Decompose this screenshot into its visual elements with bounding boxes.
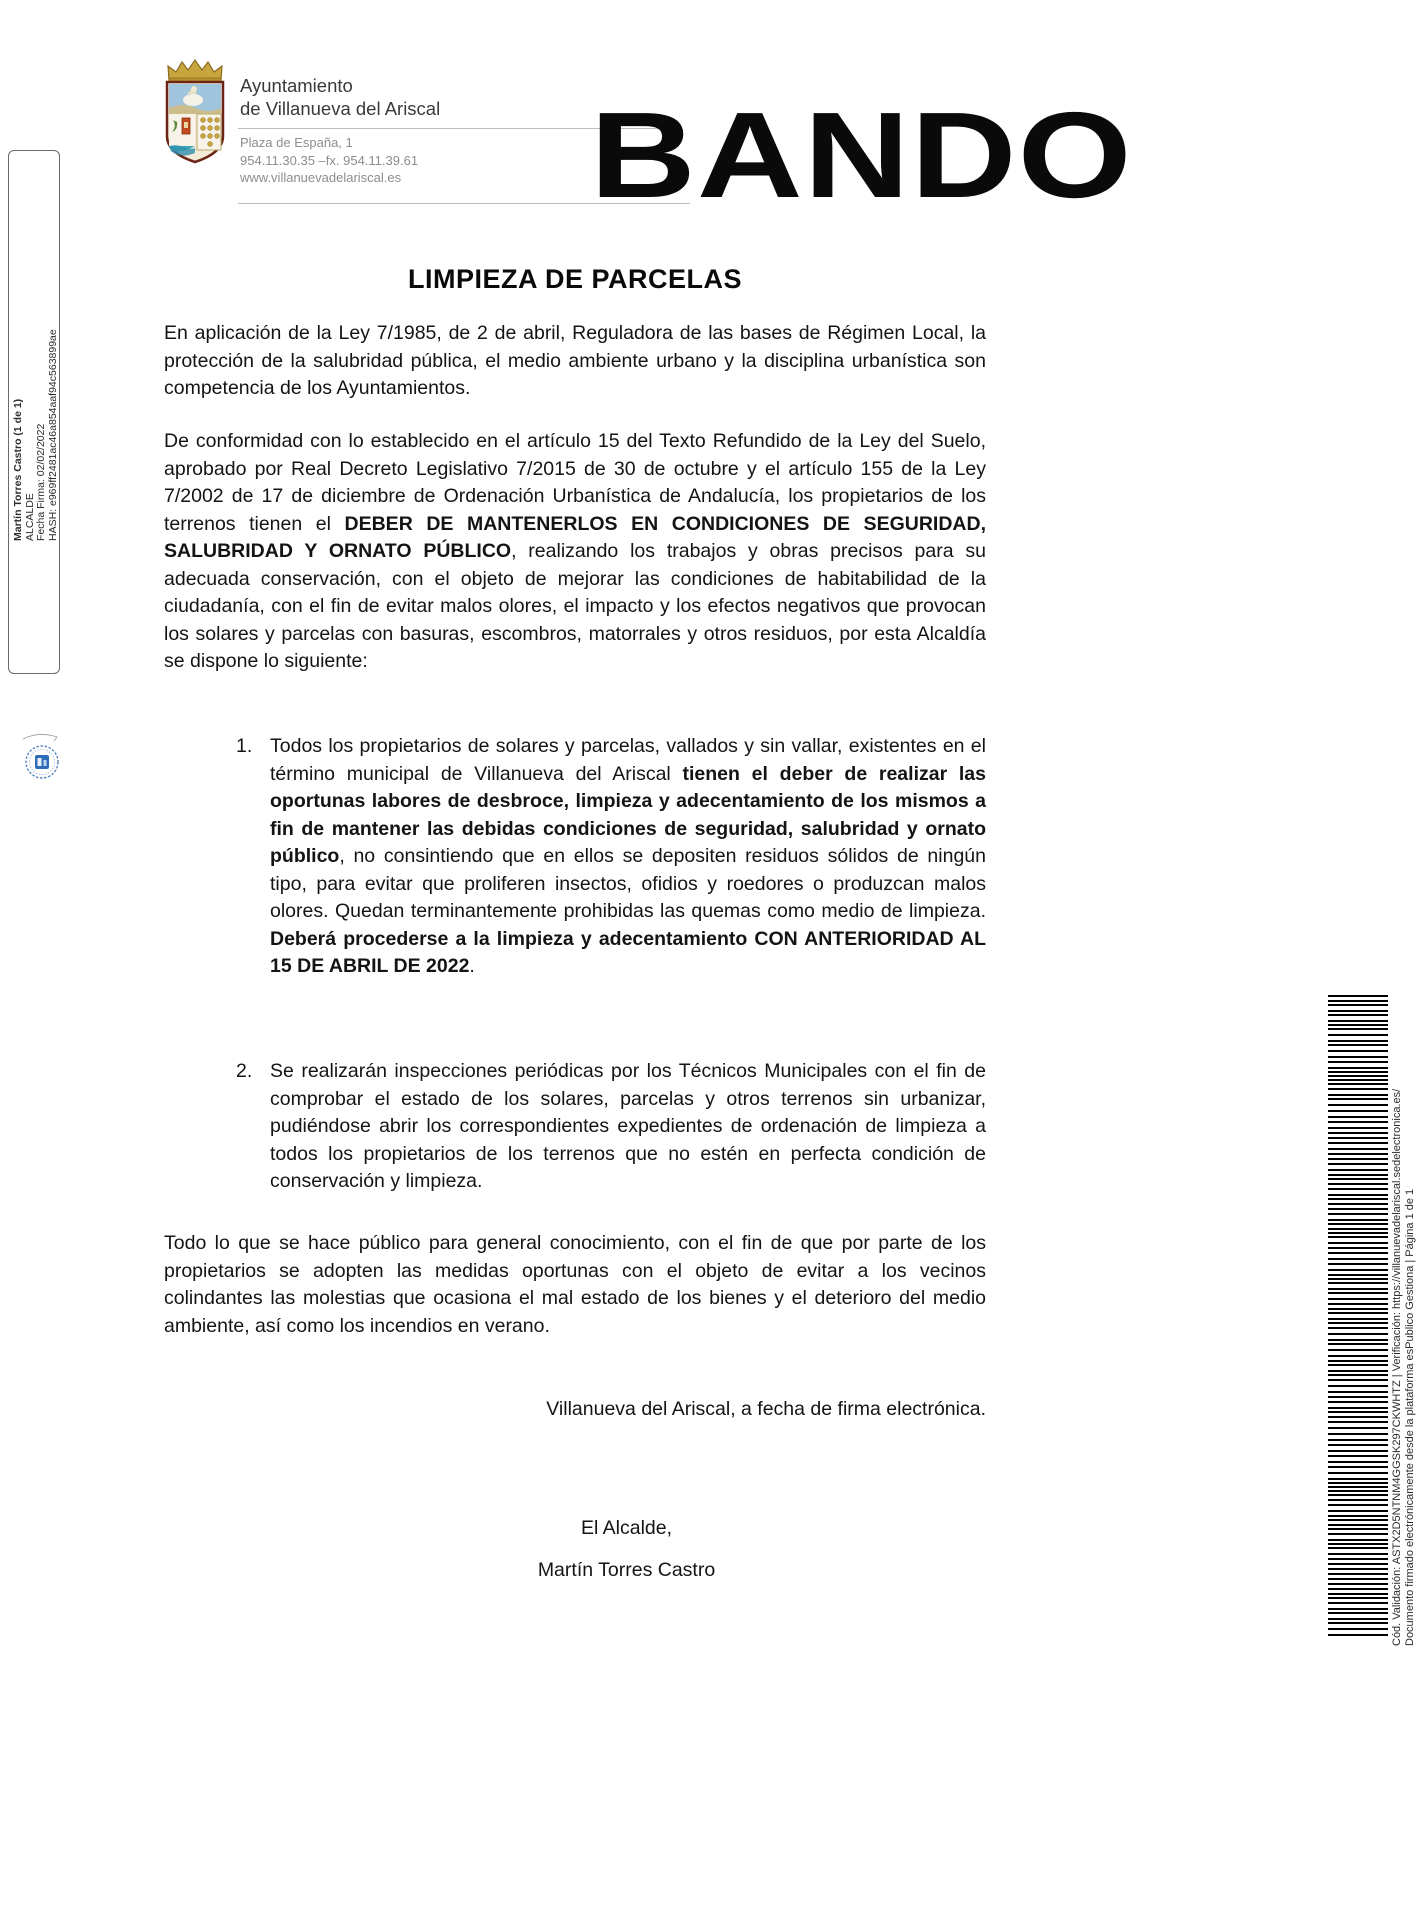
paragraph-legal-basis: De conformidad con lo establecido en el artículo 15 del Texto Refundido de la Ley del Suelo, aprobado por Real Decreto Legislativo 7/2015 de 30 de octubre y el artículo 155 de la Ley 7/2002 de 17 de diciembre de Ordenación Urbanística de Andalucía, los propietarios de los terrenos tienen el DEBER DE MANTENERLOS EN CONDICIONES DE SEGURIDAD, SALUBRIDAD Y ORNATO PÚBLICO, realizando los trabajos y obras precisos para su adecuada conservación, con el objeto de mejorar las condiciones de habitabilidad de la ciudadanía, con el fin de evitar malos olores, el impacto y los efectos negativos que provocan los solares y parcelas con basuras, escombros, matorrales y otros residuos, por esta Alcaldía se dispone lo siguiente:: [164, 430, 986, 672]
validation-platform-line: Documento firmado electrónicamente desde la plataforma esPublico Gestiona | Página 1 de 1: [1404, 1188, 1416, 1646]
validation-barcode: [1328, 995, 1388, 1645]
signer-role-line: ALCALDE: [23, 493, 36, 541]
organization-name-line2: de Villanueva del Ariscal: [240, 98, 441, 119]
letterhead-website-line: www.villanuevadelariscal.es: [240, 170, 402, 185]
validation-vertical-text: [1391, 994, 1418, 1646]
signature-place-line: Villanueva del Ariscal, a fecha de firma electrónica.: [546, 1398, 986, 1420]
organization-name: [240, 74, 440, 120]
document-title: BANDO: [590, 87, 1133, 223]
list-item-1-number: 1.: [236, 735, 253, 757]
letterhead-contact-block: [240, 134, 418, 187]
signature-date-line: Fecha Firma: 02/02/2022: [35, 423, 48, 541]
organization-name-line1: Ayuntamiento: [240, 75, 353, 96]
signer-name-line: Martín Torres Castro (1 de 1): [12, 398, 24, 541]
list-item-2-number: 2.: [236, 1060, 253, 1082]
signature-hash-line: HASH: e969ff2481ac46a854aaf94c563899ae: [46, 329, 59, 541]
signature-metadata-vertical-text: [13, 269, 61, 541]
paragraph-closing: Todo lo que se hace público para general conocimiento, con el fin de que por parte de los propietarios se adopten las medidas oportunas con el objeto de evitar a los vecinos colindantes las molestias que ocasiona el mal estado de los bienes y el deterioro del medio ambiente, así como los incendios en verano.: [164, 1232, 986, 1337]
list-item-1-text: Todos los propietarios de solares y parcelas, vallados y sin vallar, existentes en el término municipal de Villanueva del Ariscal tienen el deber de realizar las oportunas labores de desbroce, limpieza y adecentamiento de los mismos a fin de mantener las debidas condiciones de seguridad, salubridad y ornato público, no consintiendo que en ellos se depositen residuos sólidos de ningún tipo, para evitar que proliferen insectos, ofidios y roedores o produzcan malos olores. Quedan terminantemente prohibidas las quemas como medio de limpieza. Deberá procederse a la limpieza y adecentamiento CON ANTERIORIDAD AL 15 DE ABRIL DE 2022.: [270, 735, 986, 977]
paragraph-intro: En aplicación de la Ley 7/1985, de 2 de abril, Reguladora de las bases de Régimen Local, la protección de la salubridad pública, el medio ambiente urbano y la disciplina urbanística son competencia de los Ayuntamientos.: [164, 322, 986, 399]
validation-code-line: Cód. Validación: ASTX2D5NTNM4GGSK297CKWHTZ | Verificación: https://villanuevadelariscal.sedelectronica.es/: [1391, 1088, 1403, 1646]
municipal-crest-icon: [163, 58, 233, 164]
letterhead-address-line: Plaza de España, 1: [240, 135, 353, 150]
list-item-2: [164, 1058, 986, 1196]
list-item-2-text: Se realizarán inspecciones periódicas por los Técnicos Municipales con el fin de comprobar el estado de los solares, parcelas y otros terrenos sin urbanizar, pudiéndose abrir los correspondientes expedientes de ordenación de limpieza a todos los propietarios de los terrenos que no estén en perfecta condición de conservación y limpieza.: [270, 1060, 986, 1192]
document-subject-heading: LIMPIEZA DE PARCELAS: [407, 264, 742, 294]
list-item-1: [164, 733, 986, 981]
letterhead-phone-line: 954.11.30.35 –fx. 954.11.39.61: [240, 152, 419, 168]
signature-role-line: El Alcalde,: [580, 1517, 673, 1539]
validation-seal-icon: [21, 729, 63, 785]
signature-name-line: Martín Torres Castro: [537, 1559, 716, 1581]
